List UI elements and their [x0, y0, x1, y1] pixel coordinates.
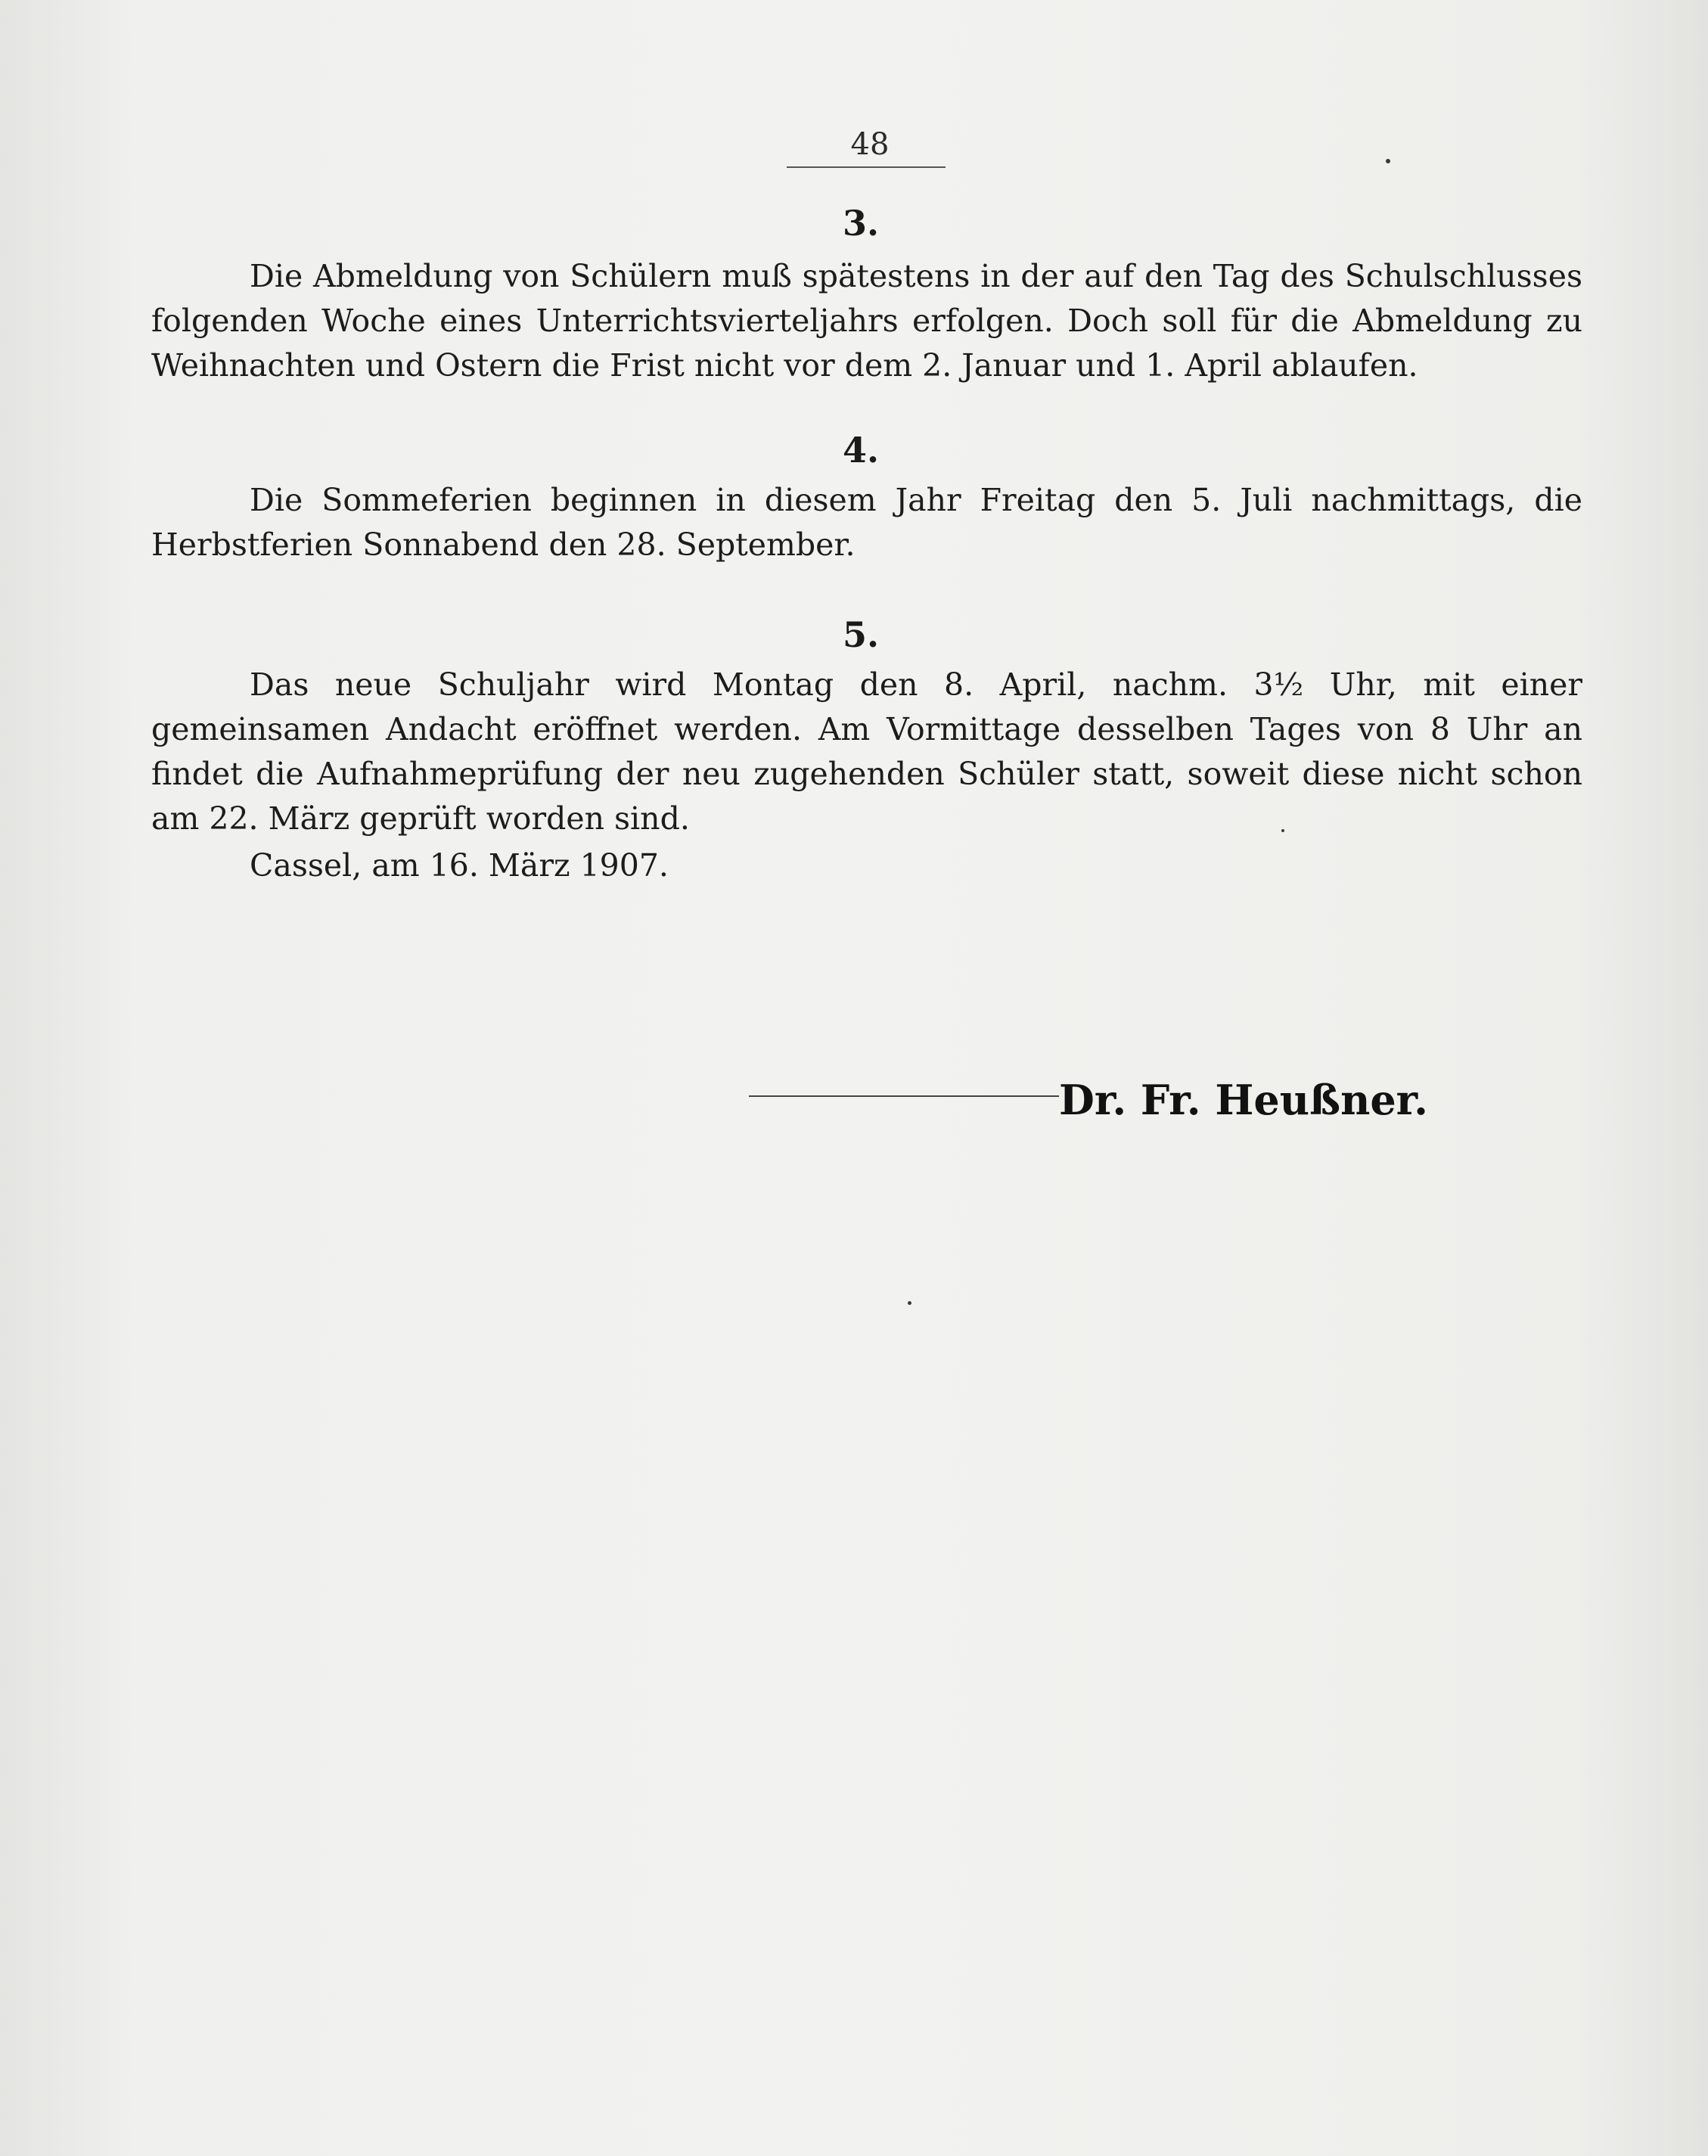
page-number: 48 — [850, 127, 890, 162]
signature: Dr. Fr. Heußner. — [1059, 1076, 1428, 1124]
dateline: Cassel, am 16. März 1907. — [250, 847, 669, 884]
signature-rule — [749, 1095, 1059, 1097]
section-4-paragraph — [151, 478, 1582, 567]
paper-speck — [908, 1301, 911, 1305]
section-number-4: 4. — [842, 430, 880, 471]
section-5-text: Das neue Schuljahr wird Montag den 8. April, nachm. 3½ Uhr, mit einer gemeinsamen Andacht eröffnet werden. Am Vormittage desselben Tages von 8 Uhr an findet die Aufnahmeprüfung der neu zugehenden Schüler statt, soweit diese nicht schon am 22. März geprüft worden sind. — [151, 666, 1582, 837]
section-number-3: 3. — [842, 203, 880, 244]
section-number-5: 5. — [842, 614, 880, 655]
section-5-paragraph — [151, 663, 1582, 841]
header-rule — [787, 166, 946, 168]
paper-speck — [1281, 829, 1284, 832]
section-4-text: Die Sommeferien beginnen in diesem Jahr Freitag den 5. Juli nachmittags, die Herbstferien Sonnabend den 28. September. — [151, 482, 1582, 563]
section-3-paragraph — [151, 254, 1582, 388]
section-3-text: Die Abmeldung von Schülern muß spätestens in der auf den Tag des Schulschlusses folgenden Woche eines Unterrichtsvierteljahrs erfolgen. Doch soll für die Abmeldung zu Weihnachten und Ostern die Frist nicht vor dem 2. Januar und 1. April ablaufen. — [151, 258, 1582, 384]
paper-speck — [1386, 159, 1390, 163]
